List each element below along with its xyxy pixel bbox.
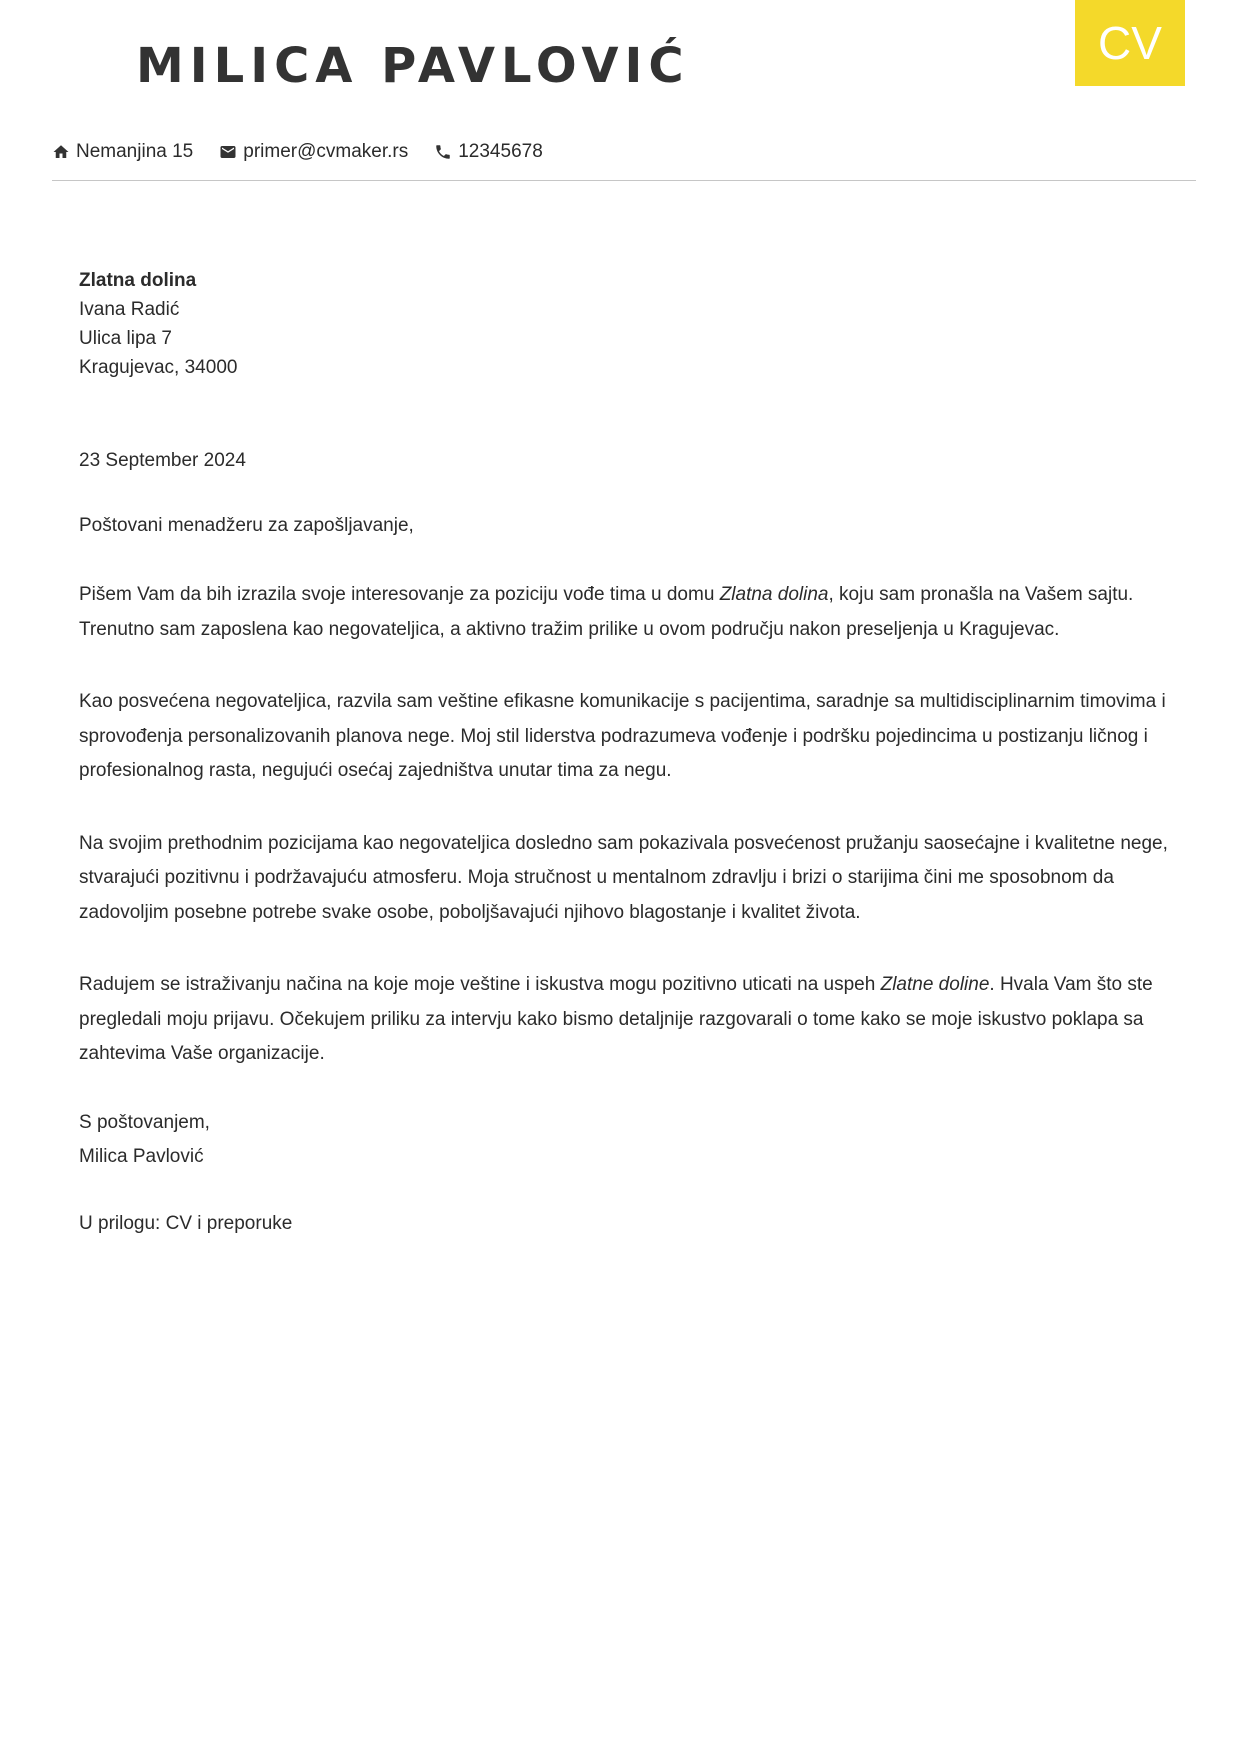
phone-icon [434, 143, 452, 161]
paragraph-1-part-a: Pišem Vam da bih izrazila svoje interesovanje za poziciju vođe tima u domu [79, 584, 720, 605]
recipient-person: Ivana Radić [79, 299, 180, 320]
contact-bar [52, 138, 569, 166]
recipient-city: Kragujevac, 34000 [79, 357, 238, 378]
recipient-street: Ulica lipa 7 [79, 328, 172, 349]
home-icon [52, 143, 70, 161]
closing-block [79, 1106, 1169, 1175]
applicant-name: MILICA PAVLOVIĆ [136, 38, 690, 94]
recipient-company: Zlatna dolina [79, 270, 197, 291]
signature-name: Milica Pavlović [79, 1146, 204, 1167]
paragraph-2: Kao posvećena negovateljica, razvila sam veštine efikasne komunikacije s pacijentima, saradnje sa multidisciplinarnim timovima i sprovođenja personalizovanih planova nege. Moj stil liderstva podrazumeva vođenje i podršku pojedincima u postizanju ličnog i profesionalnog rasta, negujući osećaj zajedništva unutar tima za negu. [79, 691, 1166, 781]
cv-logo [1075, 0, 1185, 86]
contact-address [52, 141, 193, 163]
greeting: Poštovani menadžeru za zapošljavanje, [79, 515, 414, 536]
contact-phone[interactable] [434, 141, 543, 163]
paragraph-1-emphasis: Zlatna dolina [719, 584, 829, 605]
contact-email[interactable] [219, 141, 408, 163]
recipient-block [79, 266, 1169, 382]
letter-body [79, 266, 1169, 1238]
enclosure-note: U prilogu: CV i preporuke [79, 1212, 293, 1234]
paragraph-4 [79, 968, 1169, 1072]
paragraph-3: Na svojim prethodnim pozicijama kao negovateljica dosledno sam pokazivala posvećenost pružanju saosećajne i kvalitetne nege, stvarajući pozitivnu i podržavajuću atmosferu. Moja stručnost u mentalnom zdravlju i brizi o starijima čini me sposobnom da zadovoljim posebne potrebe svake osobe, poboljšavajući njihovo blagostanje i kvalitet života. [79, 832, 1168, 923]
phone-text[interactable]: 12345678 [458, 141, 543, 162]
paragraph-4-part-a: Radujem se istraživanju načina na koje moje veštine i iskustva mogu pozitivno uticati na uspeh [79, 974, 881, 995]
mail-icon [219, 143, 237, 161]
paragraph-1 [79, 578, 1169, 647]
header-divider [52, 180, 1196, 181]
email-text[interactable]: primer@cvmaker.rs [243, 141, 409, 162]
paragraph-4-part-b: . Hvala Vam što ste pregledali moju prijavu. Očekujem priliku za intervju kako bismo detaljnije razgovarali o tome kako se moje iskustvo poklapa sa zahtevima Vaše organizacije. [79, 974, 1153, 1064]
closing-salutation: S poštovanjem, [79, 1111, 210, 1133]
cv-logo-text: CV [1098, 17, 1162, 69]
paragraph-1-part-b: , koju sam pronašla na Vašem sajtu. Trenutno sam zaposlena kao negovateljica, a aktivno tražim prilike u ovom području nakon preseljenja u Kragujevac. [79, 584, 1134, 640]
letter-date: 23 September 2024 [79, 450, 246, 471]
address-text: Nemanjina 15 [76, 141, 194, 162]
paragraph-4-emphasis: Zlatne doline [880, 974, 990, 995]
